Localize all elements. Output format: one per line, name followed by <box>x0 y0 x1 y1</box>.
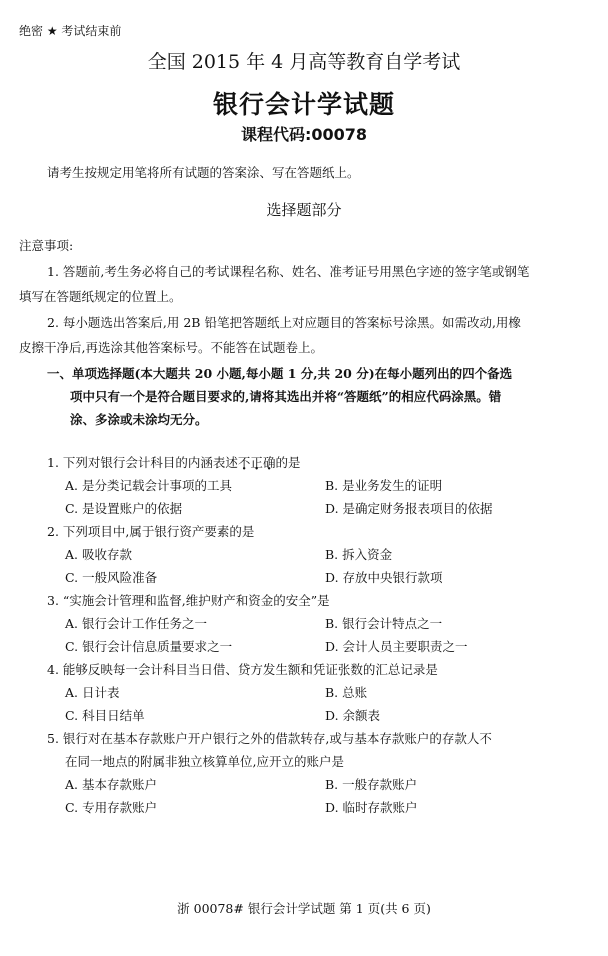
question-5-option-a: A. 基本存款账户 <box>65 777 157 792</box>
question-5-option-d: D. 临时存款账户 <box>325 800 418 815</box>
question-5-stem-line-1: 5. 银行对在基本存款账户开户银行之外的借款转存,或与基本存款账户的存款人不 <box>47 731 492 746</box>
note-2-line-2: 皮擦干净后,再选涂其他答案标号。不能答在试题卷上。 <box>19 340 323 355</box>
question-4-option-c: C. 科目日结单 <box>65 708 145 723</box>
answer-instruction: 请考生按规定用笔将所有试题的答案涂、写在答题纸上。 <box>47 165 360 180</box>
question-5-stem-line-2: 在同一地点的附属非独立核算单位,应开立的账户是 <box>65 754 344 769</box>
question-3-option-a: A. 银行会计工作任务之一 <box>65 616 207 631</box>
notes-heading: 注意事项: <box>19 238 74 253</box>
question-2-option-d: D. 存放中央银行款项 <box>325 570 443 585</box>
question-3-option-b: B. 银行会计特点之一 <box>325 616 443 631</box>
part1-instruction-line-3: 涂、多涂或未涂均无分。 <box>70 412 208 427</box>
question-4-option-b: B. 总账 <box>325 685 368 700</box>
part1-instruction-line-1: 一、单项选择题(本大题共 20 小题,每小题 1 分,共 20 分)在每小题列出的四个备选 <box>47 366 513 381</box>
section-title: 选择题部分 <box>266 201 342 219</box>
confidential-label: 绝密 ★ 考试结束前 <box>19 24 122 38</box>
note-1-line-1: 1. 答题前,考生务必将自己的考试课程名称、姓名、准考证号用黑色字迹的签字笔或钢笔 <box>47 264 530 279</box>
question-1-stem-text: 1. 下列对银行会计科目的内涵表述 <box>47 455 238 470</box>
question-3-option-d: D. 会计人员主要职责之一 <box>325 639 468 654</box>
question-4-stem: 4. 能够反映每一会计科目当日借、贷方发生额和凭证张数的汇总记录是 <box>47 662 438 677</box>
question-5-option-b: B. 一般存款账户 <box>325 777 418 792</box>
question-2-option-c: C. 一般风险准备 <box>65 570 158 585</box>
question-1-stem-end: 的是 <box>275 455 301 470</box>
question-2-option-b: B. 拆入资金 <box>325 547 393 562</box>
exam-title: 全国 2015 年 4 月高等教育自学考试 <box>147 51 461 73</box>
subject-title: 银行会计学试题 <box>212 90 395 119</box>
course-code: 课程代码:00078 <box>240 125 368 144</box>
question-4-option-d: D. 余额表 <box>325 708 381 723</box>
emphasis-char: 不 <box>237 455 251 470</box>
note-2-line-1: 2. 每小题选出答案后,用 2B 铅笔把答题纸上对应题目的答案标号涂黑。如需改动,用橡 <box>47 315 521 330</box>
emphasis-char: 正 <box>250 455 263 470</box>
page-footer: 浙 00078# 银行会计学试题 第 1 页(共 6 页) <box>177 901 431 916</box>
question-2-option-a: A. 吸收存款 <box>65 547 132 562</box>
question-1-option-a: A. 是分类记载会计事项的工具 <box>65 478 232 493</box>
question-3-stem: 3. “实施会计管理和监督,维护财产和资金的安全”是 <box>47 593 330 608</box>
question-3-option-c: C. 银行会计信息质量要求之一 <box>65 639 233 654</box>
emphasis-char: 确 <box>262 455 276 470</box>
question-2-stem: 2. 下列项目中,属于银行资产要素的是 <box>47 524 255 539</box>
question-1-option-d: D. 是确定财务报表项目的依据 <box>325 501 493 516</box>
question-1-option-c: C. 是设置账户的依据 <box>65 501 183 516</box>
question-4-option-a: A. 日计表 <box>65 685 120 700</box>
question-5-option-c: C. 专用存款账户 <box>65 800 158 815</box>
part1-instruction-line-2: 项中只有一个是符合题目要求的,请将其选出并将“答题纸”的相应代码涂黑。错 <box>70 389 502 404</box>
question-1-stem <box>47 453 300 471</box>
note-1-line-2: 填写在答题纸规定的位置上。 <box>19 289 182 304</box>
question-1-option-b: B. 是业务发生的证明 <box>325 478 443 493</box>
